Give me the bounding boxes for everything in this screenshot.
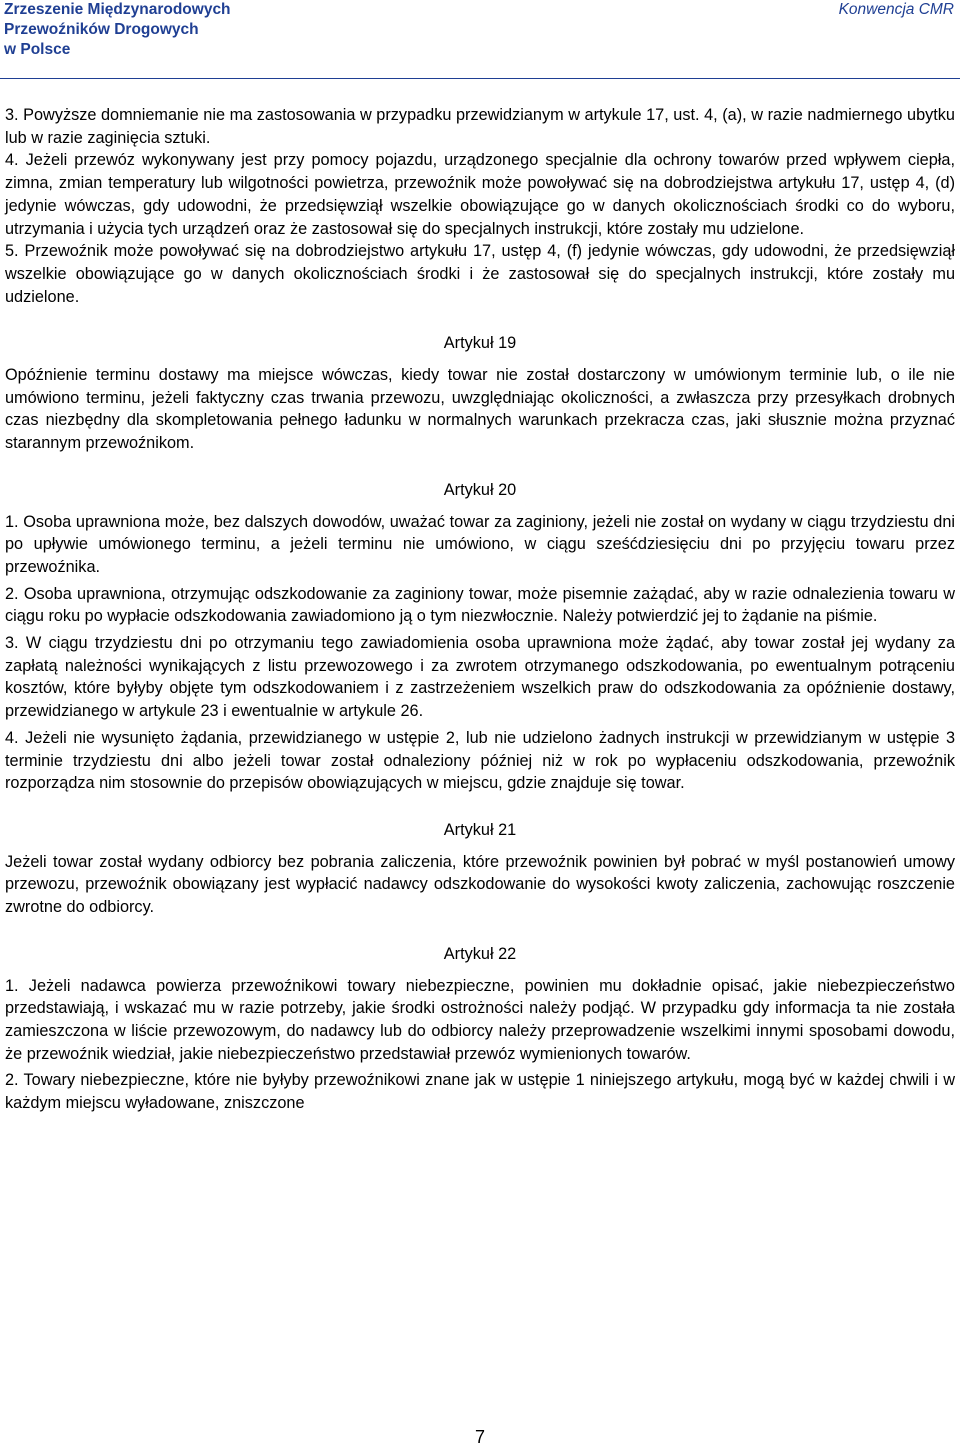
organization-name-line-3: w Polsce: [4, 41, 71, 58]
paragraph-art18-4: 4. Jeżeli przewóz wykonywany jest przy pomocy pojazdu, urządzonego specjalnie dla ochrony towarów przed wpływem ciepła, zimna, zmian temperatury lub wilgotności powietrza, przewoźnik może powoływać się na dobrodziejstwa artykułu 17, ustęp 4, (d) jedynie wówczas, gdy udowodni, że przedsięwziął wszelkie obowiązujące go w danych okolicznościach środki co do wyboru, utrzymania i użycia tych urządzeń oraz że zastosował się do specjalnych instrukcji, które zostały mu udzielone.: [5, 151, 955, 238]
organization-name: [4, 0, 231, 60]
article-19-text: Opóźnienie terminu dostawy ma miejsce wówczas, kiedy towar nie został dostarczony w umówionym terminie lub, o ile nie umówiono terminu, jeżeli faktyczny czas trwania przewozu, uwzględniając okoliczności, a zwłaszcza przy przesyłkach drobnych czas niezbędny dla skompletowania pełnego ładunku w normalnych warunkach przekracza czas, jaki słusznie można przyznać starannym przewoźnikom.: [5, 366, 955, 453]
paragraph-art18-5: 5. Przewoźnik może powoływać się na dobrodziejstwo artykułu 17, ustęp 4, (f) jedynie wówczas, gdy udowodni, że przedsięwziął wszelkie obowiązujące go w danych okolicznościach środki i że zastosował się do specjalnych instrukcji, które zostały mu udzielone.: [5, 242, 955, 306]
page-number: 7: [474, 1427, 485, 1447]
article-21-text: Jeżeli towar został wydany odbiorcy bez pobrania zaliczenia, które przewoźnik powinien był pobrać w myśl postanowień umowy przewozu, przewoźnik obowiązany jest wypłacić nadawcy odszkodowanie do wysokości kwoty zaliczenia, zachowując roszczenie zwrotne do odbiorcy.: [5, 852, 955, 917]
document-title: Konwencja CMR: [838, 1, 954, 18]
article-20-heading: Artykuł 20: [443, 480, 517, 499]
organization-name-line-1: Zrzeszenie Międzynarodowych: [4, 1, 231, 18]
page-header: [0, 0, 960, 78]
header-divider: [0, 78, 960, 79]
article-21-heading: Artykuł 21: [443, 820, 517, 839]
article-20-paragraph-2: 2. Osoba uprawniona, otrzymując odszkodowanie za zaginiony towar, może pisemnie zażądać, aby w razie odnalezienia towaru w ciągu roku po wypłacie odszkodowania zawiadomiono ją o tym niezwłocznie. Należy potwierdzić jej to żądanie na piśmie.: [5, 584, 955, 626]
article-22-heading: Artykuł 22: [443, 944, 517, 963]
article-20-paragraph-4: 4. Jeżeli nie wysunięto żądania, przewidzianego w ustępie 2, lub nie udzielono żadnych instrukcji w przewidzianym w ustępie 3 terminie trzydziestu dni albo jeżeli towar został odnaleziony później niż w rok po wypłaceniu odszkodowania, przewoźnik rozporządza nim stosownie do przepisów obowiązujących w miejscu, gdzie znajduje się towar.: [5, 728, 955, 793]
article-20-paragraph-1: 1. Osoba uprawniona może, bez dalszych dowodów, uważać towar za zaginiony, jeżeli nie został on wydany w ciągu trzydziestu dni po upływie umówionego terminu, a jeżeli terminu nie umówiono, w ciągu sześćdziesięciu dni po przyjęciu towaru przez przewoźnika.: [5, 512, 955, 576]
article-22-paragraph-1: 1. Jeżeli nadawca powierza przewoźnikowi towary niebezpieczne, powinien mu dokładnie opisać, jakie niebezpieczeństwo przedstawiają, i wskazać mu w razie potrzeby, jakie środki ostrożności należy podjąć. W przypadku gdy informacja ta nie została zamieszczona w liście przewozowym, do nadawcy lub do odbiorcy należy przeprowadzenie wszelkimi innymi sposobami dowodu, że przewoźnik wiedział, jakie niebezpieczeństwo przedstawiał przewóz wymienionych towarów.: [5, 976, 955, 1063]
paragraph-art18-3: 3. Powyższe domniemanie nie ma zastosowania w przypadku przewidzianym w artykule 17, ust. 4, (a), w razie nadmiernego ubytku lub w razie zaginięcia sztuki.: [5, 106, 955, 147]
article-22-paragraph-2: 2. Towary niebezpieczne, które nie byłyby przewoźnikowi znane jak w ustępie 1 niniejszego artykułu, mogą być w każdej chwili i w każdym miejscu wyładowane, zniszczone: [5, 1071, 955, 1113]
organization-name-line-2: Przewoźników Drogowych: [4, 21, 199, 38]
article-19-heading: Artykuł 19: [443, 334, 517, 353]
article-20-paragraph-3: 3. W ciągu trzydziestu dni po otrzymaniu tego zawiadomienia osoba uprawniona może żądać, aby towar został jej wydany za zapłatą należności wynikających z listu przewozowego i za zwrotem otrzymanego odszkodowania, po ewentualnym potrąceniu kosztów, które byłyby objęte tym odszkodowaniem i z zastrzeżeniem wszelkich praw do odszkodowania za opóźnienie dostawy, przewidzianego w artykule 23 i ewentualnie w artykule 26.: [5, 634, 955, 721]
document-body: [5, 104, 955, 1115]
